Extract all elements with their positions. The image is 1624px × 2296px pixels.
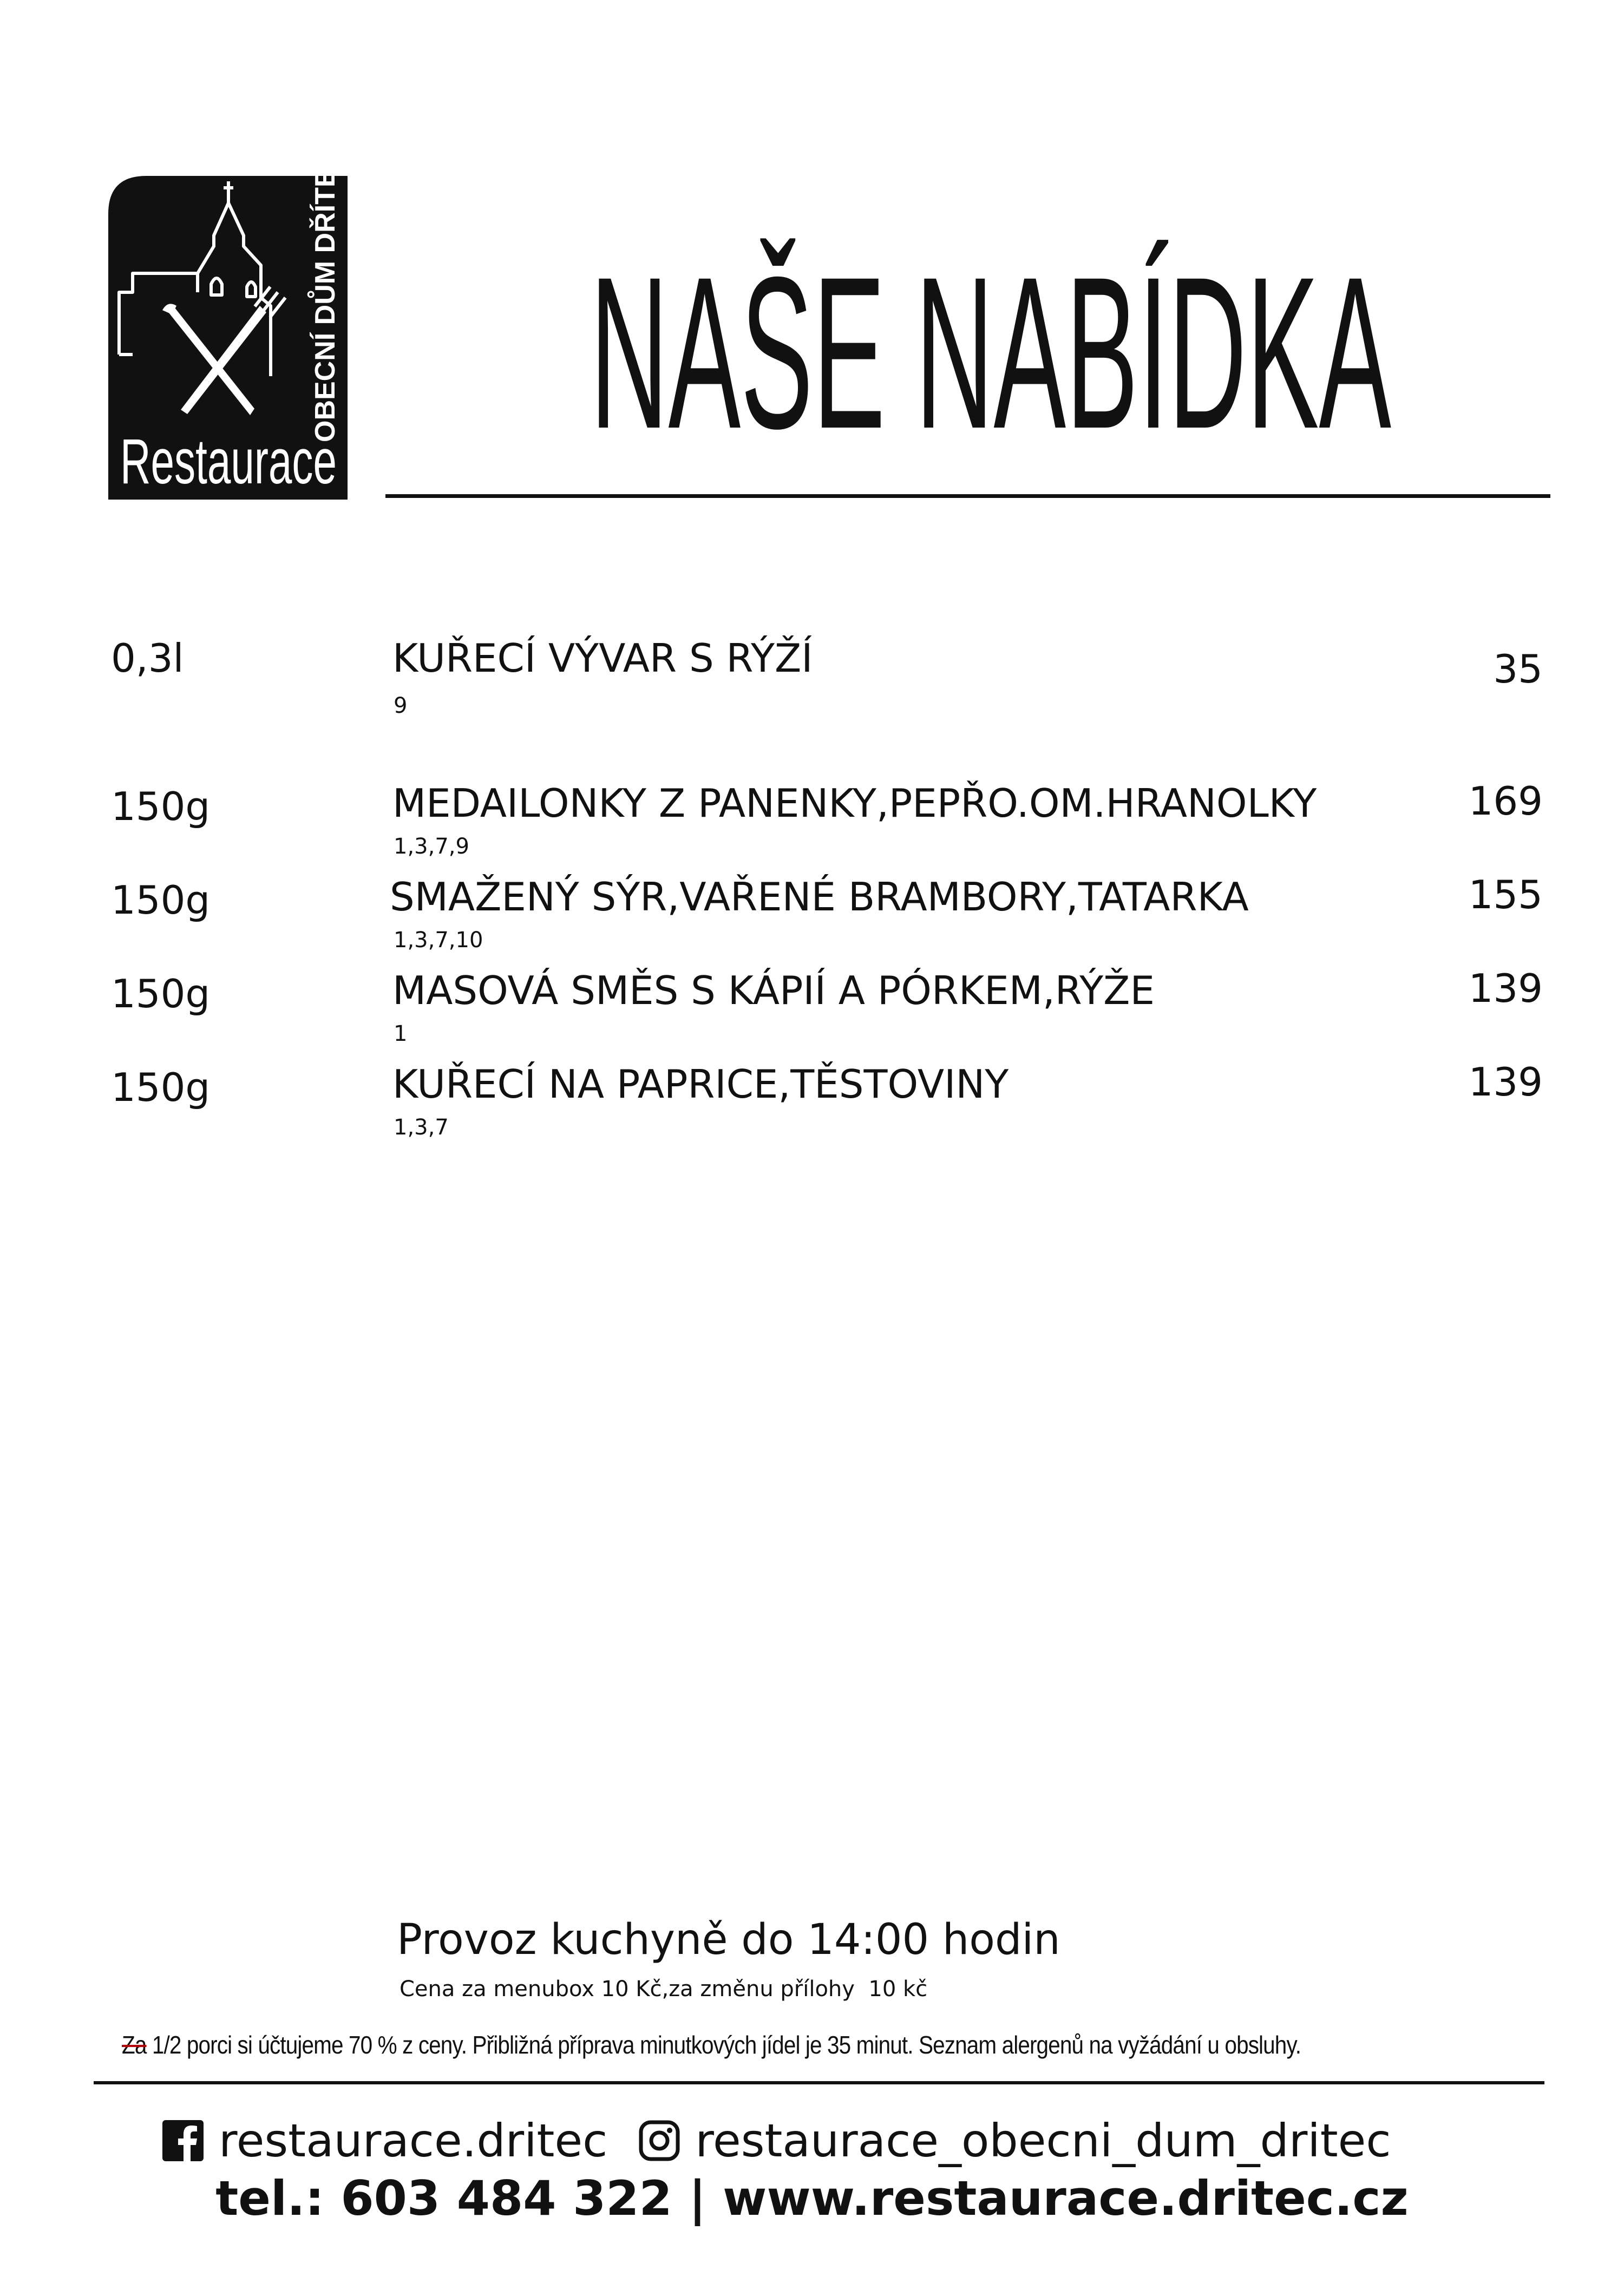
item-price: 139 bbox=[1468, 966, 1543, 1011]
item-name: SMAŽENÝ SÝR,VAŘENÉ BRAMBORY,TATARKA bbox=[390, 874, 1249, 920]
item-price: 35 bbox=[1493, 646, 1543, 692]
item-quantity: 150g bbox=[111, 1065, 211, 1110]
instagram-link[interactable]: restaurace_obecni_dum_dritec bbox=[695, 2114, 1391, 2167]
item-allergens: 1,3,7,9 bbox=[394, 834, 469, 859]
page-title-text: NAŠE NABÍDKA bbox=[590, 232, 1392, 474]
item-allergens: 1 bbox=[394, 1021, 408, 1046]
item-quantity: 150g bbox=[111, 971, 211, 1016]
portion-note bbox=[122, 2032, 1360, 2057]
footer-divider bbox=[94, 2081, 1544, 2084]
restaurant-logo bbox=[108, 148, 348, 500]
facebook-link[interactable]: restaurace.dritec bbox=[219, 2114, 608, 2167]
item-name: KUŘECÍ VÝVAR S RÝŽÍ bbox=[392, 635, 813, 681]
facebook-icon[interactable] bbox=[162, 2120, 204, 2161]
item-quantity: 150g bbox=[111, 784, 211, 829]
menu-item bbox=[0, 635, 1624, 720]
logo-text: Restaurace bbox=[120, 426, 337, 497]
title-divider bbox=[385, 494, 1550, 498]
menu-item bbox=[0, 966, 1624, 1050]
item-name: MEDAILONKY Z PANENKY,PEPŘO.OM.HRANOLKY bbox=[392, 780, 1317, 826]
item-price: 169 bbox=[1468, 778, 1543, 824]
note-text: 1/2 porci si účtujeme 70 % z ceny. Přibližná příprava minutkových jídel je 35 minut. Seznam alergenů na vyžádání u obsluhy. bbox=[146, 2031, 1301, 2059]
item-name: KUŘECÍ NA PAPRICE,TĚSTOVINY bbox=[392, 1061, 1009, 1107]
item-allergens: 1,3,7,10 bbox=[394, 928, 483, 953]
contact-line[interactable]: tel.: 603 484 322 | www.restaurace.dritec.cz bbox=[215, 2170, 1409, 2226]
item-quantity: 150g bbox=[111, 877, 211, 923]
church-cutlery-logo-icon bbox=[108, 148, 348, 500]
item-name: MASOVÁ SMĚS S KÁPIÍ A PÓRKEM,RÝŽE bbox=[392, 968, 1155, 1013]
item-allergens: 1,3,7 bbox=[394, 1115, 449, 1140]
menu-item bbox=[0, 1059, 1624, 1144]
social-links bbox=[162, 2114, 1391, 2168]
item-price: 155 bbox=[1468, 872, 1543, 917]
menu-item bbox=[0, 872, 1624, 956]
note-strike: Za bbox=[122, 2031, 147, 2059]
kitchen-hours: Provoz kuchyně do 14:00 hodin bbox=[397, 1915, 1060, 1964]
logo-subtitle: OBECNÍ DŮM DŘÍTEČ bbox=[310, 148, 341, 442]
item-price: 139 bbox=[1468, 1059, 1543, 1105]
menu-item bbox=[0, 778, 1624, 863]
item-allergens: 9 bbox=[394, 693, 408, 718]
instagram-icon[interactable] bbox=[639, 2120, 680, 2161]
item-quantity: 0,3l bbox=[111, 635, 184, 681]
menubox-price-note: Cena za menubox 10 Kč,za změnu přílohy 10 kč bbox=[400, 1977, 928, 2002]
page-title bbox=[590, 232, 1392, 474]
